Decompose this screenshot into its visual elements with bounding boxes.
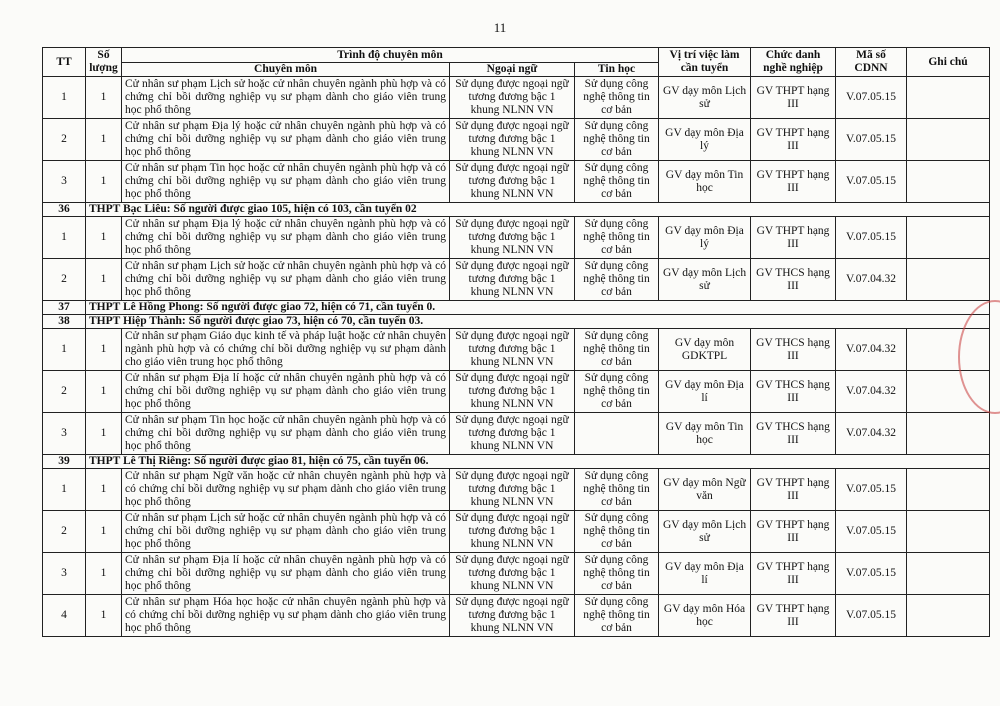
section-row — [43, 455, 990, 469]
cell-ghi-chu — [907, 371, 990, 413]
cell-tin-hoc: Sử dụng công nghệ thông tin cơ bản — [575, 259, 659, 301]
table-row — [43, 469, 990, 511]
section-label: THPT Bạc Liêu: Số người được giao 105, hiện có 103, cần tuyển 02 — [86, 203, 990, 217]
cell-chuyen-mon: Cử nhân sư phạm Địa lý hoặc cử nhân chuyên ngành phù hợp và có chứng chỉ bồi dưỡng nghiệp vụ sư phạm dành cho giáo viên trung học phổ thông — [122, 217, 450, 259]
cell-tin-hoc: Sử dụng công nghệ thông tin cơ bản — [575, 511, 659, 553]
section-label: THPT Lê Hồng Phong: Số người được giao 72, hiện có 71, cần tuyển 0. — [86, 301, 990, 315]
recruitment-table — [42, 47, 990, 637]
cell-tt: 3 — [43, 161, 86, 203]
cell-ngoai-ngu: Sử dụng được ngoại ngữ tương đương bậc 1 khung NLNN VN — [450, 595, 575, 637]
cell-ngoai-ngu: Sử dụng được ngoại ngữ tương đương bậc 1 khung NLNN VN — [450, 259, 575, 301]
cell-vi-tri: GV dạy môn Địa lí — [659, 553, 751, 595]
cell-chuc-danh: GV THCS hạng III — [751, 259, 836, 301]
cell-ngoai-ngu: Sử dụng được ngoại ngữ tương đương bậc 1 khung NLNN VN — [450, 161, 575, 203]
table-row — [43, 511, 990, 553]
cell-vi-tri: GV dạy môn Địa lí — [659, 371, 751, 413]
cell-chuc-danh: GV THPT hạng III — [751, 119, 836, 161]
section-row — [43, 203, 990, 217]
cell-ghi-chu — [907, 595, 990, 637]
cell-so-luong: 1 — [86, 371, 122, 413]
cell-chuyen-mon: Cử nhân sư phạm Địa lí hoặc cử nhân chuyên ngành phù hợp và có chứng chỉ bồi dưỡng nghiệp vụ sư phạm dành cho giáo viên trung học phổ thông — [122, 371, 450, 413]
header-ma-so: Mã số CDNN — [836, 48, 907, 77]
cell-tin-hoc — [575, 413, 659, 455]
cell-tt: 1 — [43, 217, 86, 259]
cell-ngoai-ngu: Sử dụng được ngoại ngữ tương đương bậc 1 khung NLNN VN — [450, 371, 575, 413]
cell-ngoai-ngu: Sử dụng được ngoại ngữ tương đương bậc 1 khung NLNN VN — [450, 553, 575, 595]
cell-ghi-chu — [907, 119, 990, 161]
cell-chuc-danh: GV THPT hạng III — [751, 469, 836, 511]
cell-so-luong: 1 — [86, 77, 122, 119]
section-number: 39 — [43, 455, 86, 469]
cell-vi-tri: GV dạy môn Lịch sử — [659, 511, 751, 553]
cell-tin-hoc: Sử dụng công nghệ thông tin cơ bản — [575, 77, 659, 119]
cell-ghi-chu — [907, 77, 990, 119]
cell-so-luong: 1 — [86, 161, 122, 203]
cell-ngoai-ngu: Sử dụng được ngoại ngữ tương đương bậc 1 khung NLNN VN — [450, 217, 575, 259]
cell-tt: 4 — [43, 595, 86, 637]
cell-chuyen-mon: Cử nhân sư phạm Địa lý hoặc cử nhân chuyên ngành phù hợp và có chứng chỉ bồi dưỡng nghiệp vụ sư phạm dành cho giáo viên trung học phổ thông — [122, 119, 450, 161]
cell-vi-tri: GV dạy môn Ngữ văn — [659, 469, 751, 511]
page-number: 11 — [493, 20, 507, 35]
cell-vi-tri: GV dạy môn GDKTPL — [659, 329, 751, 371]
cell-so-luong: 1 — [86, 413, 122, 455]
cell-ghi-chu — [907, 259, 990, 301]
header-ngoai-ngu: Ngoại ngữ — [450, 63, 575, 77]
cell-so-luong: 1 — [86, 217, 122, 259]
cell-ghi-chu — [907, 469, 990, 511]
section-row — [43, 315, 990, 329]
cell-tin-hoc: Sử dụng công nghệ thông tin cơ bản — [575, 553, 659, 595]
cell-chuyen-mon: Cử nhân sư phạm Ngữ văn hoặc cử nhân chuyên ngành phù hợp và có chứng chỉ bồi dưỡng nghiệp vụ sư phạm dành cho giáo viên trung học phổ thông — [122, 469, 450, 511]
cell-so-luong: 1 — [86, 595, 122, 637]
cell-so-luong: 1 — [86, 329, 122, 371]
cell-tt: 2 — [43, 259, 86, 301]
cell-ghi-chu — [907, 413, 990, 455]
cell-chuc-danh: GV THPT hạng III — [751, 161, 836, 203]
cell-ma-so: V.07.05.15 — [836, 469, 907, 511]
cell-so-luong: 1 — [86, 511, 122, 553]
table-row — [43, 595, 990, 637]
cell-chuc-danh: GV THCS hạng III — [751, 413, 836, 455]
table-row — [43, 77, 990, 119]
cell-ma-so: V.07.05.15 — [836, 161, 907, 203]
cell-ma-so: V.07.05.15 — [836, 119, 907, 161]
cell-ngoai-ngu: Sử dụng được ngoại ngữ tương đương bậc 1 khung NLNN VN — [450, 413, 575, 455]
table-row — [43, 329, 990, 371]
cell-tt: 1 — [43, 329, 86, 371]
cell-chuc-danh: GV THCS hạng III — [751, 329, 836, 371]
cell-chuc-danh: GV THPT hạng III — [751, 553, 836, 595]
cell-chuyen-mon: Cử nhân sư phạm Lịch sử hoặc cử nhân chuyên ngành phù hợp và có chứng chỉ bồi dưỡng nghiệp vụ sư phạm dành cho giáo viên trung học phổ thông — [122, 259, 450, 301]
section-label: THPT Lê Thị Riêng: Số người được giao 81, hiện có 75, cần tuyển 06. — [86, 455, 990, 469]
header-row — [43, 48, 990, 63]
cell-ngoai-ngu: Sử dụng được ngoại ngữ tương đương bậc 1 khung NLNN VN — [450, 329, 575, 371]
table-row — [43, 259, 990, 301]
table-row — [43, 413, 990, 455]
cell-tin-hoc: Sử dụng công nghệ thông tin cơ bản — [575, 217, 659, 259]
cell-vi-tri: GV dạy môn Hóa học — [659, 595, 751, 637]
cell-vi-tri: GV dạy môn Lịch sử — [659, 77, 751, 119]
cell-so-luong: 1 — [86, 119, 122, 161]
cell-chuc-danh: GV THPT hạng III — [751, 595, 836, 637]
cell-ghi-chu — [907, 161, 990, 203]
section-number: 36 — [43, 203, 86, 217]
cell-chuyen-mon: Cử nhân sư phạm Lịch sử hoặc cử nhân chuyên ngành phù hợp và có chứng chỉ bồi dưỡng nghiệp vụ sư phạm dành cho giáo viên trung học phổ thông — [122, 77, 450, 119]
cell-ghi-chu — [907, 511, 990, 553]
header-chuyen-mon: Chuyên môn — [122, 63, 450, 77]
header-tt: TT — [43, 48, 86, 77]
cell-ma-so: V.07.05.15 — [836, 595, 907, 637]
cell-tt: 3 — [43, 553, 86, 595]
header-so-luong: Số lượng — [86, 48, 122, 77]
cell-ma-so: V.07.05.15 — [836, 217, 907, 259]
cell-chuc-danh: GV THPT hạng III — [751, 77, 836, 119]
cell-ghi-chu — [907, 217, 990, 259]
cell-ma-so: V.07.04.32 — [836, 413, 907, 455]
section-number: 38 — [43, 315, 86, 329]
cell-so-luong: 1 — [86, 469, 122, 511]
cell-tin-hoc: Sử dụng công nghệ thông tin cơ bản — [575, 161, 659, 203]
cell-chuc-danh: GV THPT hạng III — [751, 217, 836, 259]
table-row — [43, 553, 990, 595]
cell-tt: 1 — [43, 77, 86, 119]
table-row — [43, 371, 990, 413]
cell-ma-so: V.07.05.15 — [836, 511, 907, 553]
cell-chuyen-mon: Cử nhân sư phạm Tin học hoặc cử nhân chuyên ngành phù hợp và có chứng chỉ bồi dưỡng nghiệp vụ sư phạm dành cho giáo viên trung học phổ thông — [122, 161, 450, 203]
cell-tt: 2 — [43, 511, 86, 553]
cell-chuc-danh: GV THPT hạng III — [751, 511, 836, 553]
header-trinh-do: Trình độ chuyên môn — [122, 48, 659, 63]
cell-tin-hoc: Sử dụng công nghệ thông tin cơ bản — [575, 469, 659, 511]
table-row — [43, 217, 990, 259]
cell-vi-tri: GV dạy môn Tin học — [659, 161, 751, 203]
cell-so-luong: 1 — [86, 553, 122, 595]
cell-tin-hoc: Sử dụng công nghệ thông tin cơ bản — [575, 329, 659, 371]
cell-ngoai-ngu: Sử dụng được ngoại ngữ tương đương bậc 1 khung NLNN VN — [450, 469, 575, 511]
cell-tt: 3 — [43, 413, 86, 455]
section-label: THPT Hiệp Thành: Số người được giao 73, hiện có 70, cần tuyển 03. — [86, 315, 990, 329]
cell-ma-so: V.07.04.32 — [836, 259, 907, 301]
header-vi-tri: Vị trí việc làm cần tuyển — [659, 48, 751, 77]
cell-vi-tri: GV dạy môn Địa lý — [659, 217, 751, 259]
cell-chuyen-mon: Cử nhân sư phạm Địa lí hoặc cử nhân chuyên ngành phù hợp và có chứng chỉ bồi dưỡng nghiệp vụ sư phạm dành cho giáo viên trung học phổ thông — [122, 553, 450, 595]
cell-ma-so: V.07.04.32 — [836, 371, 907, 413]
cell-chuc-danh: GV THCS hạng III — [751, 371, 836, 413]
table-row — [43, 119, 990, 161]
cell-vi-tri: GV dạy môn Tin học — [659, 413, 751, 455]
cell-ma-so: V.07.04.32 — [836, 329, 907, 371]
cell-tt: 2 — [43, 119, 86, 161]
cell-chuyen-mon: Cử nhân sư phạm Hóa học hoặc cử nhân chuyên ngành phù hợp và có chứng chỉ bồi dưỡng nghiệp vụ sư phạm dành cho giáo viên trung học phổ thông — [122, 595, 450, 637]
cell-so-luong: 1 — [86, 259, 122, 301]
cell-ma-so: V.07.05.15 — [836, 553, 907, 595]
cell-chuyen-mon: Cử nhân sư phạm Tin học hoặc cử nhân chuyên ngành phù hợp và có chứng chỉ bồi dưỡng nghiệp vụ sư phạm dành cho giáo viên trung học phổ thông — [122, 413, 450, 455]
cell-chuyen-mon: Cử nhân sư phạm Lịch sử hoặc cử nhân chuyên ngành phù hợp và có chứng chỉ bồi dưỡng nghiệp vụ sư phạm dành cho giáo viên trung học phổ thông — [122, 511, 450, 553]
cell-ngoai-ngu: Sử dụng được ngoại ngữ tương đương bậc 1 khung NLNN VN — [450, 119, 575, 161]
cell-tt: 2 — [43, 371, 86, 413]
cell-tt: 1 — [43, 469, 86, 511]
cell-ngoai-ngu: Sử dụng được ngoại ngữ tương đương bậc 1 khung NLNN VN — [450, 511, 575, 553]
section-number: 37 — [43, 301, 86, 315]
table-row — [43, 161, 990, 203]
cell-ma-so: V.07.05.15 — [836, 77, 907, 119]
section-row — [43, 301, 990, 315]
cell-tin-hoc: Sử dụng công nghệ thông tin cơ bản — [575, 371, 659, 413]
cell-tin-hoc: Sử dụng công nghệ thông tin cơ bản — [575, 595, 659, 637]
cell-tin-hoc: Sử dụng công nghệ thông tin cơ bản — [575, 119, 659, 161]
cell-chuyen-mon: Cử nhân sư phạm Giáo dục kinh tế và pháp luật hoặc cử nhân chuyên ngành phù hợp và có chứng chỉ bồi dưỡng nghiệp vụ sư phạm dành cho giáo viên trung học phổ thông — [122, 329, 450, 371]
cell-vi-tri: GV dạy môn Lịch sử — [659, 259, 751, 301]
header-chuc-danh: Chức danh nghề nghiệp — [751, 48, 836, 77]
cell-ghi-chu — [907, 553, 990, 595]
header-ghi-chu: Ghi chú — [907, 48, 990, 77]
cell-ghi-chu — [907, 329, 990, 371]
cell-ngoai-ngu: Sử dụng được ngoại ngữ tương đương bậc 1 khung NLNN VN — [450, 77, 575, 119]
cell-vi-tri: GV dạy môn Địa lý — [659, 119, 751, 161]
header-tin-hoc: Tin học — [575, 63, 659, 77]
